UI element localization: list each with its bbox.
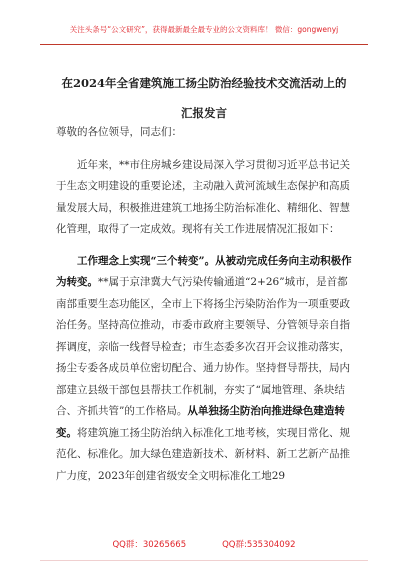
document-body [56,122,356,487]
paragraph-intro: 近年来，**市住房城乡建设局深入学习贯彻习近平总书记关于生态文明建设的重要论述，主动融入黄河流域生态保护和高质量发展大局，积极推进建筑工地扬尘防治标准化、精细化、智慧化管理，取得了一定成效。现将有关工作进展情况汇报如下： [56,158,350,235]
section-2-text: 将建筑施工扬尘防治纳入标准化工地考核，实现目常化、规范化、标准化。加大绿色建造新技术、新材料、新工艺新产品推广力度，2023年创建省级安全文明标准化工地29 [56,426,350,482]
header-divider [40,44,368,45]
salutation: 尊敬的各位领导，同志们： [56,126,182,138]
footer-qq-group-1: QQ群：30265665 [112,540,187,550]
footer-divider [40,560,368,561]
section-1-text: **属于京津冀大气污染传输通道“2+26”城市，是首都南部重要生态功能区，全市上下将扬尘污染防治作为一项重要政治任务。坚持高位推动，市委市政府主要领导、分管领导亲自指挥调度，亲临一线督导检查；市生态委多次召开会议推动落实，扬尘专委各成员单位密切配合、通力协作。坚持督导帮扶，局内部建立县级干部包县帮扶工作机制，夯实了“属地管理、条块结合、齐抓共管”的工作格局。 [56,276,350,417]
section-1-heading: 工作理念上实现“三个转变”。从被动完成任务向主动积极作为转变。 [56,254,352,288]
paragraph-section-1 [56,251,356,488]
section-2-heading: 从单独扬尘防治向推进绿色建造转变。 [56,405,345,439]
document-title: 在2024年全省建筑施工扬尘防治经验技术交流活动上的汇报发言 [61,76,347,120]
footer [0,538,408,550]
header-notice: 关注头条号“公文研究”，获得最新最全最专业的公文资料库！ 微信：gongwenyj [69,25,339,34]
footer-qq-group-2: QQ群:535304092 [222,540,296,550]
